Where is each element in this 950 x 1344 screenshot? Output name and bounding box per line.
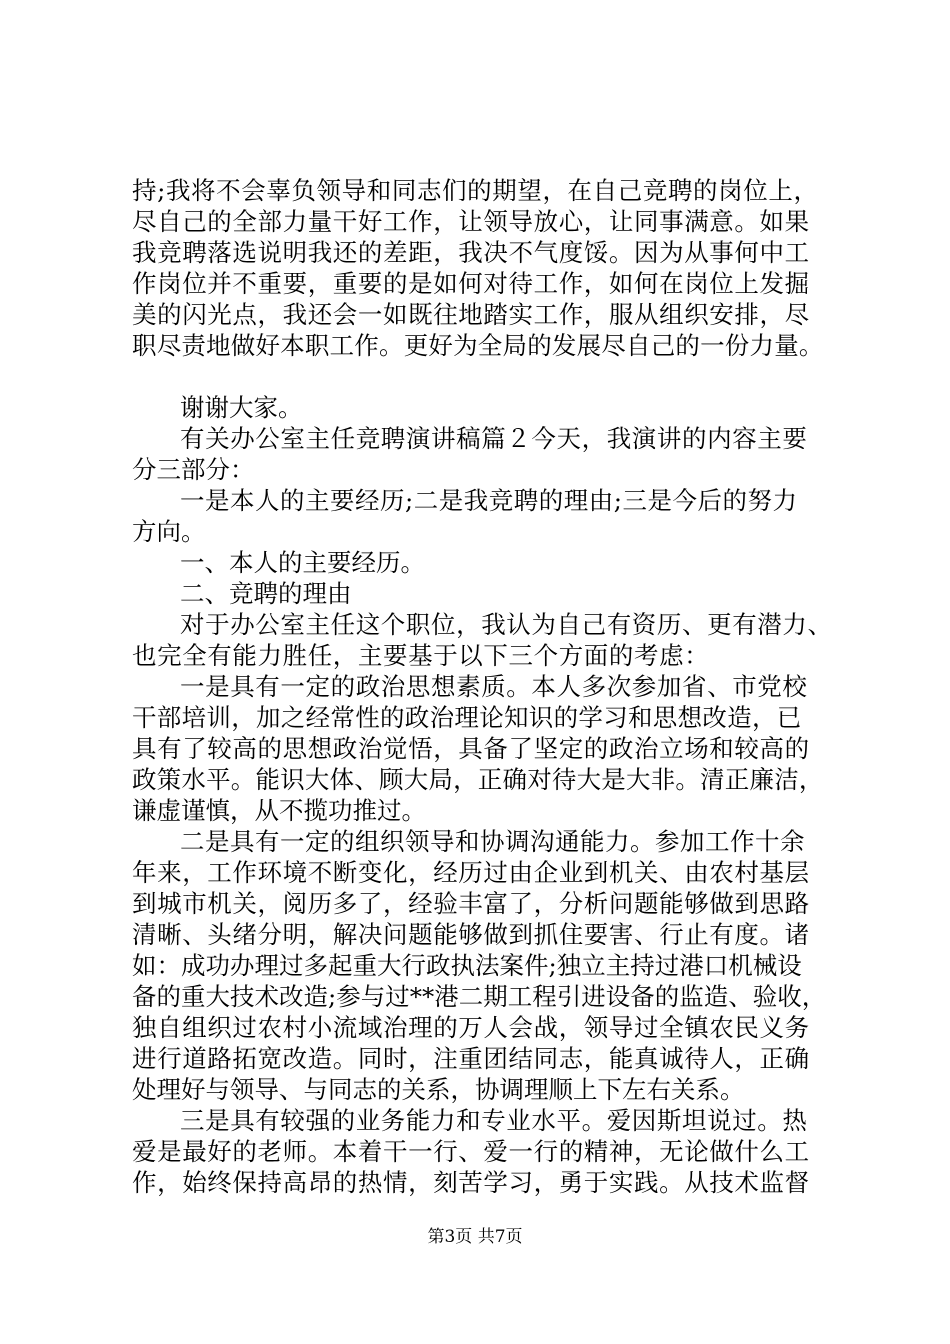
text-line: 进行道路拓宽改造。同时，注重团结同志，能真诚待人，正确 <box>132 1044 810 1073</box>
text-line: 尽自己的全部力量干好工作，让领导放心，让同事满意。如果 <box>132 207 810 236</box>
text-line: 年来，工作环境不断变化，经历过由企业到机关、由农村基层 <box>132 858 810 887</box>
text-line: 干部培训，加之经常性的政治理论知识的学习和思想改造，已 <box>132 703 802 732</box>
text-line: 一是本人的主要经历;二是我竞聘的理由;三是今后的努力 <box>180 486 798 515</box>
text-line: 处理好与领导、与同志的关系，协调理顺上下左右关系。 <box>132 1075 745 1104</box>
text-line: 方向。 <box>132 517 206 546</box>
text-line: 谢谢大家。 <box>180 393 303 422</box>
text-line: 职尽责地做好本职工作。更好为全局的发展尽自己的一份力量。 <box>132 331 824 360</box>
text-line: 二、竞聘的理由 <box>180 579 352 608</box>
text-line: 分三部分： <box>132 455 255 484</box>
text-line: 一、本人的主要经历。 <box>180 548 425 577</box>
text-line: 我竞聘落选说明我还的差距，我决不气度馁。因为从事何中工 <box>132 238 810 267</box>
text-line: 如：成功办理过多起重大行政执法案件;独立主持过港口机械设 <box>132 951 802 980</box>
text-line: 独自组织过农村小流域治理的万人会战，领导过全镇农民义务 <box>132 1013 810 1042</box>
text-line: 作岗位并不重要，重要的是如何对待工作，如何在岗位上发掘 <box>132 269 810 298</box>
text-line: 对于办公室主任这个职位，我认为自己有资历、更有潜力、 <box>180 610 833 639</box>
text-line: 美的闪光点，我还会一如既往地踏实工作，服从组织安排，尽 <box>132 300 810 329</box>
text-line: 清晰、头绪分明，解决问题能够做到抓住要害、行止有度。诸 <box>132 920 810 949</box>
text-line: 也完全有能力胜任，主要基于以下三个方面的考虑： <box>132 641 710 670</box>
page-number-footer: 第3页 共7页 <box>427 1227 523 1247</box>
text-line: 具有了较高的思想政治觉悟，具备了坚定的政治立场和较高的 <box>132 734 810 763</box>
text-line: 政策水平。能识大体、顾大局，正确对待大是大非。清正廉洁， <box>132 765 824 794</box>
text-line: 爱是最好的老师。本着干一行、爱一行的精神，无论做什么工 <box>132 1137 810 1166</box>
text-line: 谦虚谨慎，从不揽功推过。 <box>132 796 426 825</box>
text-line: 三是具有较强的业务能力和专业水平。爱因斯坦说过。热 <box>180 1106 808 1135</box>
text-line: 有关办公室主任竞聘演讲稿篇２今天，我演讲的内容主要 <box>180 424 808 453</box>
text-line: 二是具有一定的组织领导和协调沟通能力。参加工作十余 <box>180 827 805 856</box>
text-line: 持;我将不会辜负领导和同志们的期望，在自己竞聘的岗位上， <box>132 176 819 205</box>
text-line: 备的重大技术改造;参与过**港二期工程引进设备的监造、验收， <box>132 982 827 1011</box>
text-line: 作，始终保持高昂的热情，刻苦学习，勇于实践。从技术监督 <box>132 1168 810 1197</box>
text-line: 到城市机关，阅历多了，经验丰富了，分析问题能够做到思路 <box>132 889 810 918</box>
text-line: 一是具有一定的政治思想素质。本人多次参加省、市党校 <box>180 672 808 701</box>
